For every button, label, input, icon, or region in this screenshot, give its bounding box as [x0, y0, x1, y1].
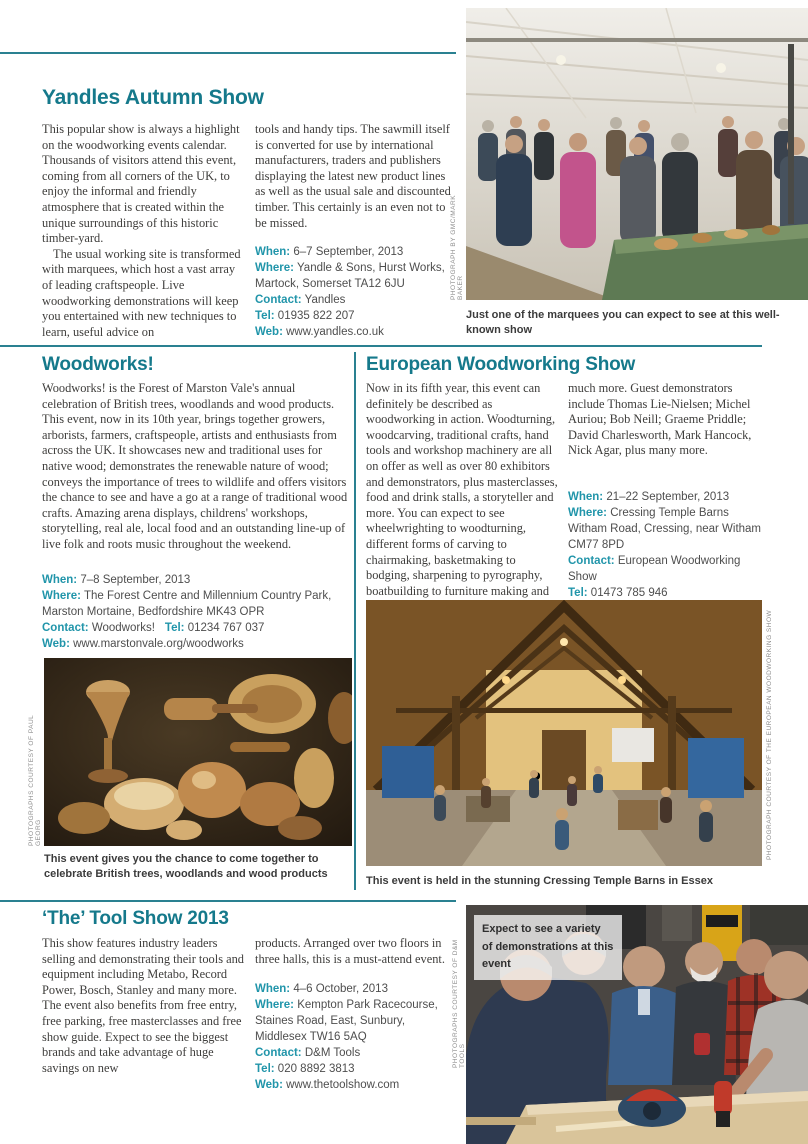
ews-barn-photo [366, 600, 762, 866]
yandles-paragraph-2a: The usual working site is transformed with marquees, which host a vast array of leading craftspeople. Live woodworking demonstrations will keep you entertained with new techniques to learn, useful advice on [42, 246, 241, 339]
tel-label: Tel: [255, 1063, 275, 1076]
when-label: When: [255, 983, 291, 996]
woodworks-photo-caption: This event gives you the chance to come together to celebrate British trees, woodlands and wood products [44, 853, 328, 881]
when-label: When: [568, 490, 604, 503]
ews-column-1 [366, 381, 558, 599]
yandles-photo-caption: Just one of the marquees you can expect to see at this well-known show [466, 309, 780, 337]
contact-label: Contact: [255, 294, 302, 307]
yandles-photo-credit: PHOTOGRAPH BY GMC/MARK BAKER [450, 194, 464, 300]
toolshow-event-details: When: 4–6 October, 2013 Where: Kempton Park Racecourse, Staines Road, East, Sunbury, Middlesex TW16 5AQ Contact: D&M Tools Tel: 020 8892 3813 Web: www.thetoolshow.com [255, 983, 438, 1092]
tel-label: Tel: [255, 310, 275, 323]
woodworks-event-details: When: 7–8 September, 2013 Where: The Forest Centre and Millennium Country Park, Marston Mortaine, Bedfordshire MK43 OPR Contact: Woodworks! Tel: 01234 767 037 Web: www.marstonvale.org/woodworks [42, 574, 332, 650]
contact-label: Contact: [568, 554, 615, 567]
toolshow-title: ‘The’ Tool Show 2013 [42, 908, 229, 929]
toolshow-column-1 [42, 936, 244, 1076]
column-divider [354, 352, 356, 890]
toolshow-paragraph-1: This show features industry leaders selling and demonstrating their tools and equipment including Metabo, Record Power, Bosch, Stanley and many more. The event also benefits from free entry, free parking, free masterclasses and free show guide. Expect to see the biggest brands and take advantage of huge savings on new [42, 936, 245, 1075]
ews-photo-credit: PHOTOGRAPH COURTESY OF THE EUROPEAN WOODWORKING SHOW [766, 609, 773, 860]
toolshow-photo-credit: PHOTOGRAPHS COURTESY OF D&M TOOLS [452, 939, 466, 1068]
ews-column-2 [568, 381, 764, 633]
when-label: When: [42, 574, 78, 586]
woodworks-paragraph: Woodworks! is the Forest of Marston Vale's annual celebration of British trees, woodlands and wood products. This event, now in its 10th year, brings together growers, arborists, farmers, craftspeople, artists and enthusiasts from across the UK. It showcases new and traditional uses for native wood; demonstrates the renewable nature of wood; conveys the importance of trees to wildlife and offers visitors the chance to see and have a go at a range of traditional wood crafts. Amazing arena displays, childrens' workshops, storytelling, real ale, local food and an outstanding line-up of live folk and roots music throughout the weekend. [42, 381, 348, 551]
ews-photo-caption: This event is held in the stunning Cressing Temple Barns in Essex [366, 875, 713, 887]
yandles-column-1 [42, 122, 244, 340]
toolshow-photo-overlay-caption: Expect to see a variety of demonstrations at this event [474, 915, 622, 980]
web-label: Web: [42, 638, 70, 650]
treen-photo-illustration [44, 658, 352, 846]
ews-title: European Woodworking Show [366, 354, 636, 375]
barn-photo-illustration [366, 600, 762, 866]
yandles-title: Yandles Autumn Show [42, 86, 264, 109]
tel-label: Tel: [164, 622, 185, 634]
toolshow-paragraph-2: products. Arranged over two floors in three halls, this is a must-attend event. [255, 936, 445, 966]
ews-paragraph-2: much more. Guest demonstrators include Thomas Lie-Nielsen; Michel Auriou; Bob Neill; Graeme Priddle; David Charlesworth, Mark Hancock, Nick Agar, plus many more. [568, 381, 752, 458]
yandles-marquee-photo [466, 8, 808, 300]
where-label: Where: [568, 506, 607, 519]
when-label: When: [255, 246, 291, 259]
ews-event-details: When: 21–22 September, 2013 Where: Cressing Temple Barns Witham Road, Cressing, near Witham CM77 8PD Contact: European Woodworking Show Tel: 01473 785 946 [568, 489, 764, 633]
woodworks-title: Woodworks! [42, 354, 154, 375]
contact-label: Contact: [255, 1047, 302, 1060]
yandles-paragraph-1: This popular show is always a highlight on the woodworking events calendar. Thousands of visitors attend this event, coming from all corners of the UK, to enjoy the informal and friendly atmosphere that is created within the unique surroundings of this historic timber-yard. [42, 122, 240, 246]
tel-label: Tel: [568, 586, 588, 599]
where-label: Where: [255, 262, 294, 275]
section-divider-middle [0, 345, 762, 347]
woodworks-photo-credit: PHOTOGRAPHS COURTESY OF PAUL GEORG [28, 714, 42, 846]
yandles-event-details: When: 6–7 September, 2013 Where: Yandle & Sons, Hurst Works, Martock, Somerset TA12 6JU Contact: Yandles Tel: 01935 822 207 Web: www.yandles.co.uk [255, 246, 445, 339]
contact-label: Contact: [42, 622, 89, 634]
where-label: Where: [42, 590, 81, 602]
ews-paragraph-1: Now in its fifth year, this event can definitely be described as woodworking in action. Woodturning, woodcarving, traditional crafts, hand tools and workshop machinery are all on offer as well as over 80 exhibitors and demonstrators, plus masterclasses, food and drink stalls, a storyteller and more. You can expect to see wheelwrighting to woodturning, different forms of carving to chairmaking, basketmaking to bodging, sharpening to pyrography, boatbuilding to furniture making and [366, 381, 558, 598]
section-divider-top [0, 52, 456, 54]
web-label: Web: [255, 326, 283, 339]
toolshow-demo-photo [466, 905, 808, 1144]
yandles-paragraph-2b: tools and handy tips. The sawmill itself is converted for use by international manufacturers, traders and publishers displaying the latest new product lines as well as the usual sale and discounted timber. This certainly is an even not to be missed. [255, 122, 451, 230]
toolshow-column-2 [255, 936, 456, 1093]
section-divider-bottom [0, 900, 456, 902]
where-label: Where: [255, 999, 294, 1012]
marquee-photo-illustration [466, 8, 808, 300]
woodworks-body [42, 381, 352, 553]
yandles-column-2 [255, 122, 456, 340]
woodworks-treen-photo [44, 658, 352, 846]
web-label: Web: [255, 1079, 283, 1092]
